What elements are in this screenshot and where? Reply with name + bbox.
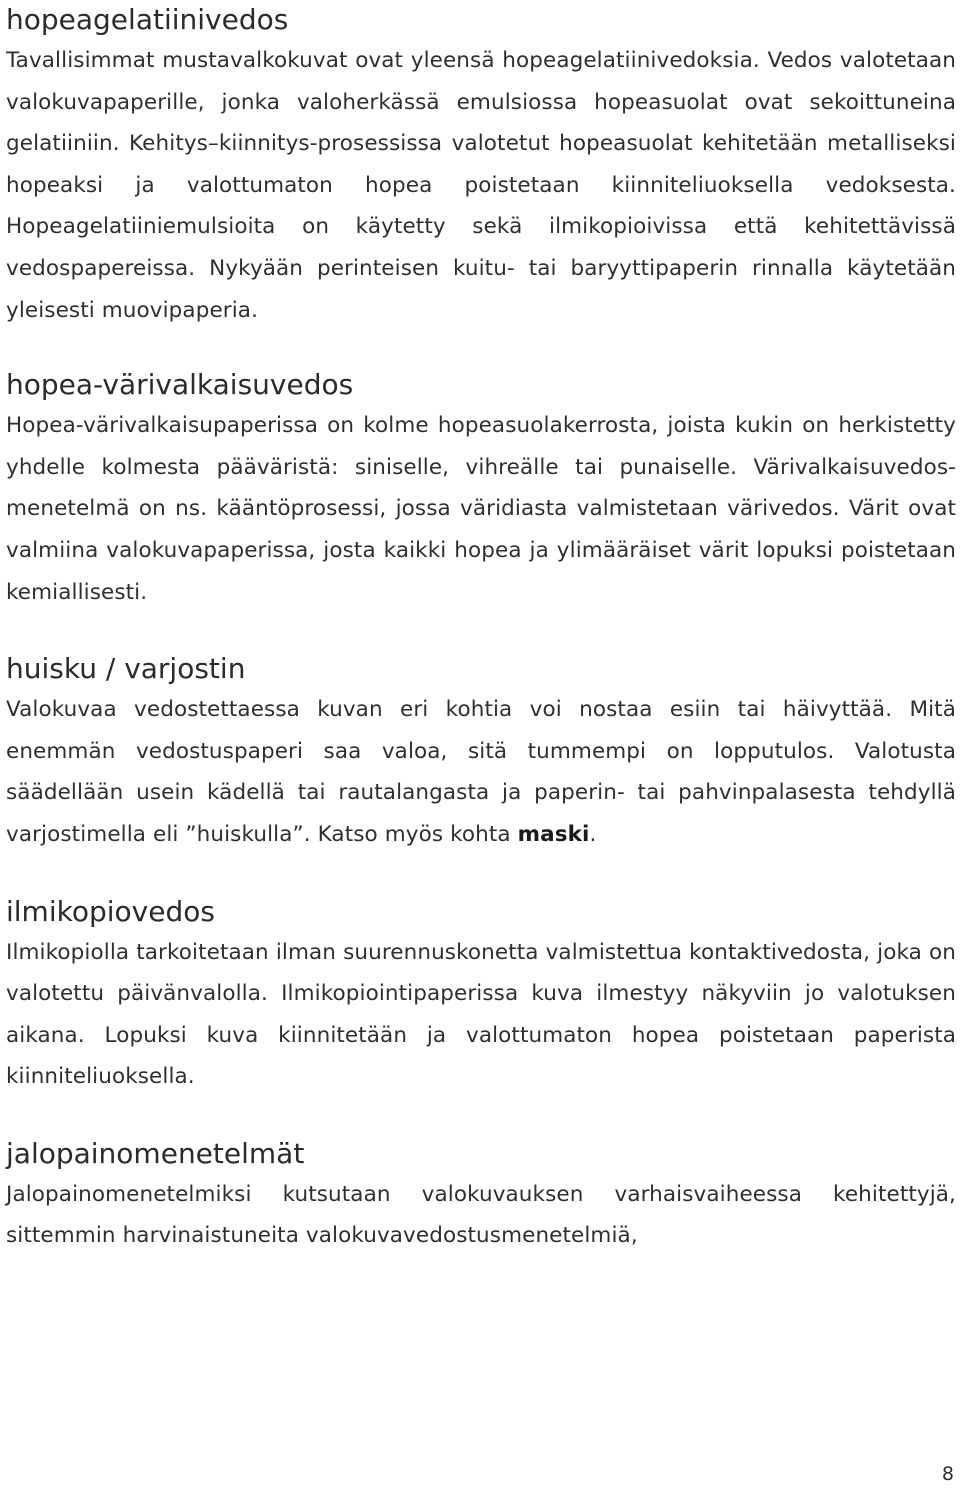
document-page xyxy=(6,0,956,1257)
entry-huisku-varjostin xyxy=(6,649,956,855)
entry-jalopainomenetelmat xyxy=(6,1134,956,1257)
entry-title: jalopainomenetelmät xyxy=(6,1136,305,1170)
entry-body xyxy=(6,689,956,855)
page-number: 8 xyxy=(941,1463,954,1485)
cross-reference-link[interactable]: maski xyxy=(517,821,590,847)
entry-body-text-end: . xyxy=(589,821,597,847)
entry-title: hopeagelatiinivedos xyxy=(6,3,289,36)
entry-body: Hopea-värivalkaisupaperissa on kolme hopeasuolakerrosta, joista kukin on herkistetty yhdelle kolmesta pääväristä: siniselle, vihreälle tai punaiselle. Värivalkaisuvedos-menetelmä on ns. kääntöprosessi, jossa väridiasta valmistetaan värivedos. Värit ovat valmiina valokuvapaperissa, josta kaikki hopea ja ylimääräiset värit lopuksi poistetaan kemiallisesti. xyxy=(6,413,956,605)
entry-body: Jalopainomenetelmiksi kutsutaan valokuvauksen varhaisvaiheessa kehitettyjä, sittemmin harvinaistuneita valokuvavedostusmenetelmiä, xyxy=(6,1181,956,1249)
entry-hopeagelatiinivedos xyxy=(6,0,956,331)
entry-title: huisku / varjostin xyxy=(6,652,246,686)
entry-body: Tavallisimmat mustavalkokuvat ovat yleensä hopeagelatiinivedoksia. Vedos valotetaan valokuvapaperille, jonka valoherkässä emulsiossa hopeasuolat ovat sekoittuneina gelatiiniin. Kehitys–kiinnitys-prosessissa valotetut hopeasuolat kehitetään metalliseksi hopeaksi ja valottumaton hopea poistetaan kiinniteliuoksella vedoksesta. Hopeagelatiiniemulsioita on käytetty sekä ilmikopioivissa että kehitettävissä vedospapereissa. Nykyään perinteisen kuitu- tai baryyttipaperin rinnalla käytetään yleisesti muovipaperia. xyxy=(6,48,956,323)
entry-title: ilmikopiovedos xyxy=(6,894,215,928)
entry-title: hopea-värivalkaisuvedos xyxy=(6,368,354,402)
entry-body-text: Valokuvaa vedostettaessa kuvan eri kohtia voi nostaa esiin tai häivyttää. Mitä enemmän vedostuspaperi saa valoa, sitä tummempi on lopputulos. Valotusta säädellään usein kädellä tai rautalangasta ja paperin- tai pahvinpalasesta tehdyllä varjostimella eli ”huiskulla”. Katso myös kohta xyxy=(6,697,956,847)
entry-ilmikopiovedos xyxy=(6,892,956,1098)
entry-hopea-varivalkaisuvedos xyxy=(6,365,956,613)
entry-body: Ilmikopiolla tarkoitetaan ilman suurennuskonetta valmistettua kontaktivedosta, joka on valotettu päivänvalolla. Ilmikopiointipaperissa kuva ilmestyy näkyviin jo valotuksen aikana. Lopuksi kuva kiinnitetään ja valottumaton hopea poistetaan paperista kiinniteliuoksella. xyxy=(6,939,956,1090)
